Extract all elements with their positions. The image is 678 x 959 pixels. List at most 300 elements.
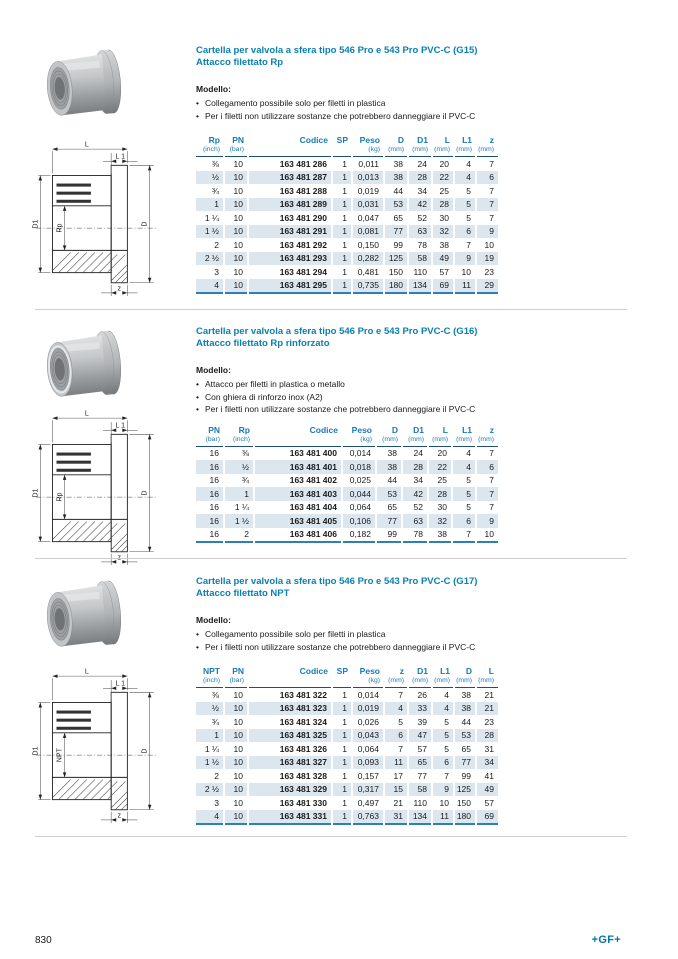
cell: 65 <box>376 501 402 515</box>
column-header: Peso <box>351 424 372 435</box>
column-unit <box>248 677 332 688</box>
cell: 163 481 325 <box>248 729 332 743</box>
section-title <box>196 45 636 68</box>
cell: 1 <box>332 796 352 810</box>
column-unit: (mm) <box>476 146 498 157</box>
cell: 1 <box>332 198 352 212</box>
column-header: PN <box>208 424 220 435</box>
cell: 180 <box>384 279 408 294</box>
svg-text:D: D <box>140 490 149 496</box>
column-unit: (mm) <box>402 436 428 447</box>
cell: 10 <box>224 279 248 294</box>
cell: 10 <box>224 184 248 198</box>
cell: 1 ¼ <box>196 742 224 756</box>
cell: 163 481 405 <box>254 514 342 528</box>
cell: 7 <box>489 212 494 223</box>
cell: 7 <box>476 487 498 501</box>
table-row <box>196 474 498 488</box>
product-image <box>24 576 140 658</box>
cell: 163 481 328 <box>248 769 332 783</box>
cell: 1 <box>332 810 352 825</box>
column-unit: (mm) <box>432 146 454 157</box>
table-row <box>196 279 498 294</box>
cell: 0,014 <box>342 446 376 460</box>
column-unit: (inch) <box>196 146 224 157</box>
model-bullet-list <box>196 97 636 122</box>
cell: 163 481 322 <box>248 688 332 702</box>
column-unit: (mm) <box>476 677 498 688</box>
cell: 0,064 <box>342 501 376 515</box>
column-header: PN <box>232 666 244 676</box>
column-unit <box>248 146 332 157</box>
model-label: Modello: <box>196 365 231 375</box>
cell: 77 <box>408 769 432 783</box>
spec-table-g15 <box>196 135 498 294</box>
model-bullet: • Collegamento possibile solo per filetti in plastica <box>196 628 636 641</box>
table-row <box>196 501 498 515</box>
column-unit <box>254 436 342 447</box>
cell: 0,019 <box>352 702 384 716</box>
cell: 4 <box>384 702 408 716</box>
cell: 23 <box>484 716 494 727</box>
cell: 3 <box>196 265 224 279</box>
section-title <box>196 576 636 599</box>
cell: 7 <box>489 185 494 196</box>
cell: 11 <box>432 810 454 825</box>
column-unit: (bar) <box>224 146 248 157</box>
cell: 10 <box>224 810 248 825</box>
cell: 163 481 287 <box>248 171 332 185</box>
section-title-line1: Cartella per valvola a sfera tipo 546 Pro e 543 Pro PVC-C (G17) <box>196 576 478 587</box>
svg-text:L 1: L 1 <box>115 152 126 161</box>
column-header: D1 <box>413 424 424 435</box>
cell: 58 <box>408 252 432 266</box>
cell: 6 <box>452 514 476 528</box>
cell: 163 481 402 <box>254 474 342 488</box>
cell: 10 <box>484 239 494 250</box>
cell: 0,047 <box>352 211 384 225</box>
spec-table-g16 <box>196 425 498 544</box>
cell: 10 <box>224 225 248 239</box>
cell: 0,011 <box>352 157 384 171</box>
cell: 26 <box>408 688 432 702</box>
product-image <box>24 45 140 127</box>
column-header: z <box>489 424 494 435</box>
cell: 163 481 291 <box>248 225 332 239</box>
cell: 0,317 <box>352 783 384 797</box>
cell: 16 <box>196 474 224 488</box>
section-title-line1: Cartella per valvola a sfera tipo 546 Pro e 543 Pro PVC-C (G15) <box>196 45 478 56</box>
cell: 0,019 <box>352 184 384 198</box>
table-row <box>196 796 498 810</box>
model-bullet-list <box>196 628 636 653</box>
table-row <box>196 460 498 474</box>
cell: 63 <box>408 225 432 239</box>
section-divider <box>35 558 627 559</box>
section-title <box>196 326 636 349</box>
svg-text:D1: D1 <box>31 219 40 229</box>
cell: 34 <box>476 756 498 770</box>
cell: 0,763 <box>352 810 384 825</box>
table-row <box>196 225 498 239</box>
cell: 163 481 406 <box>254 528 342 543</box>
cell: 163 481 294 <box>248 265 332 279</box>
cell: 99 <box>384 238 408 252</box>
cell: 38 <box>376 460 402 474</box>
cell: 163 481 403 <box>254 487 342 501</box>
cell: 53 <box>454 729 476 743</box>
cell: 163 481 286 <box>248 157 332 171</box>
column-header: L <box>444 135 450 145</box>
cell: 0,026 <box>352 715 384 729</box>
column-unit: (mm) <box>476 436 498 447</box>
cell: 163 481 327 <box>248 756 332 770</box>
cell: 99 <box>376 528 402 543</box>
cell: 125 <box>384 252 408 266</box>
cell: 4 <box>454 171 476 185</box>
cell: 0,025 <box>342 474 376 488</box>
cell: 10 <box>224 157 248 171</box>
column-unit: (mm) <box>454 677 476 688</box>
svg-text:Rp: Rp <box>55 223 64 233</box>
cell: 10 <box>224 211 248 225</box>
cell: 1 <box>332 225 352 239</box>
cell: 3 <box>196 796 224 810</box>
cell: 5 <box>452 474 476 488</box>
cell: 30 <box>428 501 452 515</box>
cell: 57 <box>484 797 494 808</box>
column-header: D <box>397 135 404 145</box>
column-unit: (mm) <box>384 146 408 157</box>
cell: 110 <box>408 796 432 810</box>
cell: 10 <box>224 729 248 743</box>
cell: 163 481 404 <box>254 501 342 515</box>
cell: 2 ½ <box>196 783 224 797</box>
cell: 28 <box>476 729 498 743</box>
cell: 16 <box>196 487 224 501</box>
cell: 9 <box>454 252 476 266</box>
cell: 0,497 <box>352 796 384 810</box>
cell: 39 <box>408 715 432 729</box>
cell: 32 <box>432 225 454 239</box>
cell: 57 <box>408 742 432 756</box>
section-title-line2: Attacco filettato NPT <box>196 587 290 599</box>
cell: 163 481 292 <box>248 238 332 252</box>
cell: 7 <box>384 688 408 702</box>
cell: ¾ <box>196 184 224 198</box>
cell: 0,081 <box>352 225 384 239</box>
cell: 77 <box>454 756 476 770</box>
cell: 10 <box>224 238 248 252</box>
cell: 77 <box>376 514 402 528</box>
column-header: Rp <box>238 424 250 435</box>
section-divider <box>35 309 627 310</box>
cell: 52 <box>402 501 428 515</box>
cell: 7 <box>489 475 494 485</box>
cell: 38 <box>454 688 476 702</box>
cell: 1 <box>332 729 352 743</box>
column-header: Codice <box>309 424 338 435</box>
technical-drawing <box>30 666 164 828</box>
cell: ½ <box>224 460 254 474</box>
cell: 38 <box>384 157 408 171</box>
cell: 134 <box>408 279 432 294</box>
cell: 1 <box>332 688 352 702</box>
technical-drawing-fitting <box>30 139 164 301</box>
cell: 10 <box>224 171 248 185</box>
cell: 20 <box>428 446 452 460</box>
svg-text:L 1: L 1 <box>115 421 126 430</box>
column-header: L <box>442 424 448 435</box>
cell: 9 <box>432 783 454 797</box>
cell: 2 <box>224 528 254 543</box>
cell: 5 <box>452 487 476 501</box>
cell: 1 ¼ <box>224 501 254 515</box>
cell: 0,064 <box>352 742 384 756</box>
column-header: SP <box>336 135 348 145</box>
column-header: L1 <box>462 135 472 145</box>
product-photo-fitting <box>24 576 140 658</box>
model-bullet: • Per i filetti non utilizzare sostanze che potrebbero danneggiare il PVC-C <box>196 641 636 654</box>
cell: 0,481 <box>352 265 384 279</box>
table-row <box>196 198 498 212</box>
cell: 163 481 400 <box>254 446 342 460</box>
column-header: L1 <box>440 666 450 676</box>
column-unit: (inch) <box>196 677 224 688</box>
cell: ⅜ <box>196 157 224 171</box>
cell: 38 <box>454 702 476 716</box>
cell: 28 <box>402 460 428 474</box>
cell: 38 <box>428 528 452 543</box>
cell: 150 <box>454 796 476 810</box>
column-header: D1 <box>417 666 428 676</box>
technical-drawing <box>30 139 164 301</box>
cell: 44 <box>454 715 476 729</box>
cell: 1 <box>332 756 352 770</box>
cell: 1 <box>332 279 352 294</box>
column-unit: (kg) <box>342 436 376 447</box>
cell: 163 481 323 <box>248 702 332 716</box>
column-unit: (bar) <box>196 436 224 447</box>
product-photo-fitting <box>24 45 140 127</box>
cell: 5 <box>432 715 454 729</box>
cell: 0,282 <box>352 252 384 266</box>
cell: 4 <box>432 688 454 702</box>
cell: 0,093 <box>352 756 384 770</box>
table-row <box>196 252 498 266</box>
cell: 22 <box>432 171 454 185</box>
cell: 1 <box>196 198 224 212</box>
table-row <box>196 171 498 185</box>
cell: 10 <box>224 702 248 716</box>
cell: 31 <box>384 810 408 825</box>
svg-text:L: L <box>84 140 89 149</box>
cell: 16 <box>196 460 224 474</box>
cell: 0,043 <box>352 729 384 743</box>
cell: 49 <box>476 783 498 797</box>
cell: 30 <box>432 211 454 225</box>
column-header: Codice <box>299 135 328 145</box>
cell: 7 <box>476 198 498 212</box>
cell: 125 <box>454 783 476 797</box>
column-header: PN <box>232 135 244 145</box>
cell: 10 <box>224 756 248 770</box>
column-unit: (mm) <box>408 146 432 157</box>
cell: 5 <box>432 742 454 756</box>
cell: 163 481 331 <box>248 810 332 825</box>
cell: 5 <box>454 198 476 212</box>
cell: 0,150 <box>352 238 384 252</box>
cell: 69 <box>476 810 498 825</box>
svg-text:z: z <box>117 284 122 293</box>
cell: 7 <box>432 769 454 783</box>
column-header: Peso <box>359 135 380 145</box>
model-bullet: • Collegamento possibile solo per filetti in plastica <box>196 97 636 110</box>
cell: 163 481 330 <box>248 796 332 810</box>
cell: 58 <box>408 783 432 797</box>
cell: 1 ½ <box>196 756 224 770</box>
cell: 163 481 326 <box>248 742 332 756</box>
cell: 41 <box>484 770 494 781</box>
section-divider <box>35 836 627 837</box>
model-bullet: • Con ghiera di rinforzo inox (A2) <box>196 391 636 404</box>
cell: 23 <box>484 266 494 277</box>
column-unit <box>332 146 352 157</box>
cell: ¾ <box>196 715 224 729</box>
cell: 163 481 293 <box>248 252 332 266</box>
model-bullet-list <box>196 378 636 416</box>
cell: 1 ½ <box>224 514 254 528</box>
cell: 1 <box>196 729 224 743</box>
cell: 15 <box>384 783 408 797</box>
cell: 7 <box>489 502 494 512</box>
svg-text:L: L <box>84 409 89 418</box>
cell: ⅜ <box>196 688 224 702</box>
cell: 29 <box>476 279 498 294</box>
svg-text:L: L <box>84 667 89 676</box>
cell: 10 <box>454 265 476 279</box>
column-unit: (mm) <box>384 677 408 688</box>
column-header: D1 <box>417 135 428 145</box>
cell: 44 <box>384 184 408 198</box>
cell: 0,735 <box>352 279 384 294</box>
cell: 150 <box>384 265 408 279</box>
column-header: NPT <box>203 666 220 676</box>
cell: 10 <box>224 688 248 702</box>
cell: 34 <box>402 474 428 488</box>
cell: 77 <box>384 225 408 239</box>
table-row <box>196 810 498 825</box>
cell: 2 <box>196 238 224 252</box>
spec-table-g17 <box>196 666 498 825</box>
cell: 6 <box>454 225 476 239</box>
column-unit: (kg) <box>352 146 384 157</box>
section-title-line2: Attacco filettato Rp <box>196 56 284 68</box>
column-unit <box>332 677 352 688</box>
cell: 1 <box>332 252 352 266</box>
cell: 10 <box>432 796 454 810</box>
svg-text:L 1: L 1 <box>115 679 126 688</box>
cell: 10 <box>224 796 248 810</box>
section-title-line1: Cartella per valvola a sfera tipo 546 Pro e 543 Pro PVC-C (G16) <box>196 326 478 337</box>
table-row <box>196 742 498 756</box>
table-row <box>196 184 498 198</box>
cell: 20 <box>432 157 454 171</box>
table-row <box>196 729 498 743</box>
cell: 4 <box>432 702 454 716</box>
column-header: Rp <box>208 135 220 145</box>
cell: 11 <box>384 756 408 770</box>
column-unit: (kg) <box>352 677 384 688</box>
cell: 163 481 295 <box>248 279 332 294</box>
cell: 78 <box>402 528 428 543</box>
cell: 42 <box>408 198 432 212</box>
cell: 0,182 <box>342 528 376 543</box>
cell: 1 <box>332 769 352 783</box>
cell: 6 <box>476 171 498 185</box>
cell: 42 <box>402 487 428 501</box>
cell: 4 <box>196 279 224 294</box>
model-bullet: • Per i filetti non utilizzare sostanze che potrebbero danneggiare il PVC-C <box>196 110 636 123</box>
cell: ½ <box>196 171 224 185</box>
cell: 38 <box>376 446 402 460</box>
product-photo-fitting <box>24 326 140 408</box>
cell: 7 <box>454 238 476 252</box>
cell: 0,106 <box>342 514 376 528</box>
cell: 6 <box>384 729 408 743</box>
cell: 19 <box>476 252 498 266</box>
cell: 10 <box>224 742 248 756</box>
cell: 10 <box>224 252 248 266</box>
cell: 25 <box>428 474 452 488</box>
svg-text:z: z <box>117 811 122 820</box>
table-row <box>196 265 498 279</box>
cell: 1 <box>332 742 352 756</box>
cell: 163 481 288 <box>248 184 332 198</box>
column-unit: (inch) <box>224 436 254 447</box>
table-row <box>196 715 498 729</box>
cell: 1 <box>332 238 352 252</box>
cell: 163 481 290 <box>248 211 332 225</box>
cell: 2 <box>196 769 224 783</box>
model-bullet: • Attacco per filetti in plastica o metallo <box>196 378 636 391</box>
cell: 99 <box>454 769 476 783</box>
cell: 10 <box>224 198 248 212</box>
cell: 4 <box>196 810 224 825</box>
cell: ½ <box>196 702 224 716</box>
table-row <box>196 783 498 797</box>
table-row <box>196 688 498 702</box>
column-header: z <box>489 135 494 145</box>
cell: 1 <box>332 211 352 225</box>
cell: 163 481 289 <box>248 198 332 212</box>
cell: 1 <box>332 265 352 279</box>
technical-drawing <box>30 408 164 570</box>
column-unit: (mm) <box>452 436 476 447</box>
cell: 163 481 401 <box>254 460 342 474</box>
column-header: Peso <box>359 666 380 676</box>
cell: 5 <box>384 715 408 729</box>
column-header: Codice <box>299 666 328 676</box>
cell: 53 <box>376 487 402 501</box>
cell: ¾ <box>224 474 254 488</box>
cell: 32 <box>428 514 452 528</box>
cell: 65 <box>408 756 432 770</box>
cell: 16 <box>196 514 224 528</box>
cell: 10 <box>224 265 248 279</box>
cell: 7 <box>489 448 494 458</box>
column-header: D <box>391 424 398 435</box>
